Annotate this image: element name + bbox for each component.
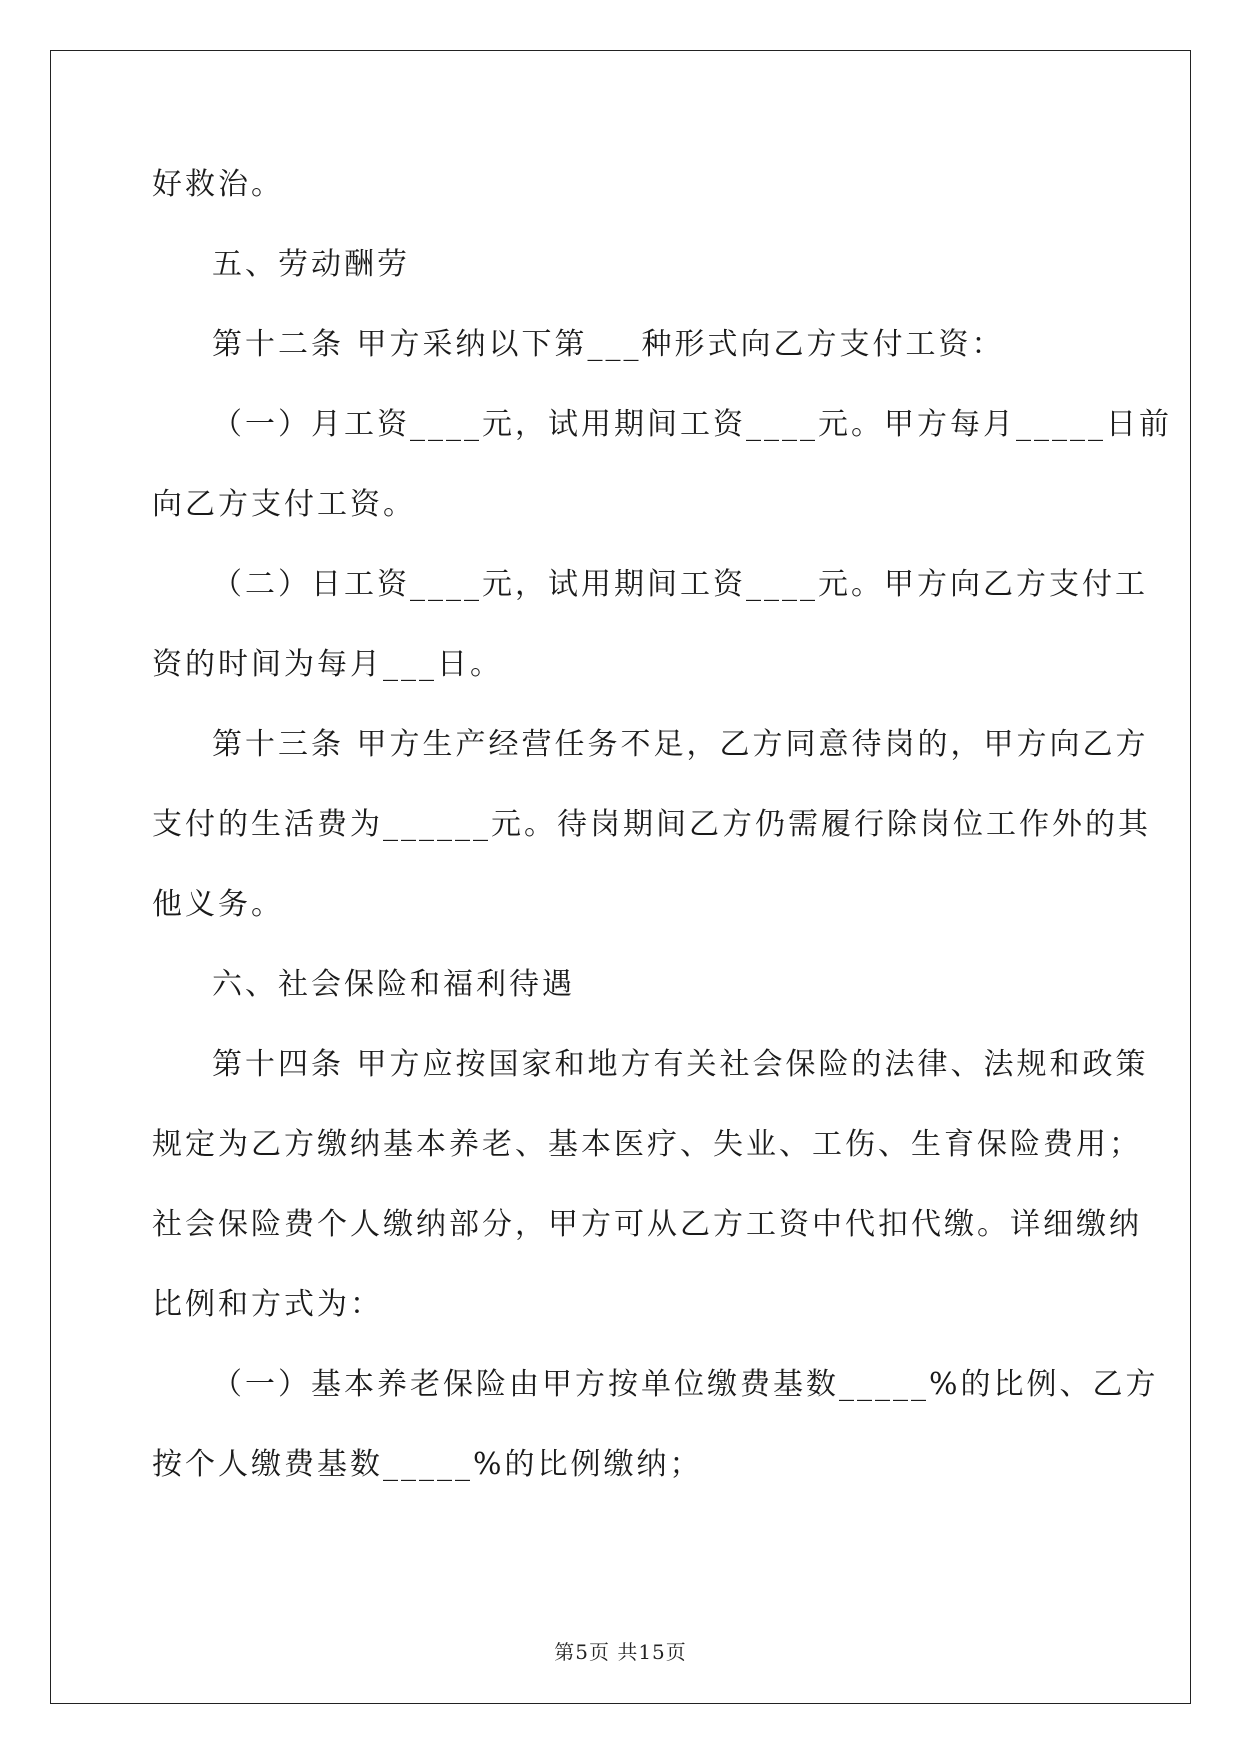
- text-line: 支付的生活费为______元。待岗期间乙方仍需履行除岗位工作外的其: [152, 807, 1151, 842]
- text-line: 社会保险费个人缴纳部分，甲方可从乙方工资中代扣代缴。详细缴纳: [152, 1207, 1142, 1242]
- text-line: （一）基本养老保险由甲方按单位缴费基数_____%的比例、乙方: [212, 1367, 1159, 1402]
- text-line: 第十二条 甲方采纳以下第___种形式向乙方支付工资：: [212, 327, 1005, 362]
- text-line: 第十三条 甲方生产经营任务不足，乙方同意待岗的，甲方向乙方: [212, 727, 1149, 762]
- document-body: [152, 165, 1172, 1525]
- text-line: 第十四条 甲方应按国家和地方有关社会保险的法律、法规和政策: [212, 1047, 1149, 1082]
- text-line: 他义务。: [152, 887, 284, 922]
- text-line: （二）日工资____元，试用期间工资____元。甲方向乙方支付工: [212, 567, 1148, 602]
- text-line: 规定为乙方缴纳基本养老、基本医疗、失业、工伤、生育保险费用；: [152, 1127, 1142, 1162]
- section-heading: 六、社会保险和福利待遇: [212, 967, 575, 1002]
- section-heading: 五、劳动酬劳: [212, 247, 410, 282]
- text-line: 向乙方支付工资。: [152, 487, 416, 522]
- text-line: 按个人缴费基数_____%的比例缴纳；: [152, 1447, 703, 1482]
- text-line: （一）月工资____元，试用期间工资____元。甲方每月_____日前: [212, 407, 1172, 442]
- page-number: 第5页 共15页: [554, 1640, 687, 1664]
- text-line: 好救治。: [152, 167, 284, 202]
- text-line: 比例和方式为：: [152, 1287, 383, 1322]
- text-line: 资的时间为每月___日。: [152, 647, 503, 682]
